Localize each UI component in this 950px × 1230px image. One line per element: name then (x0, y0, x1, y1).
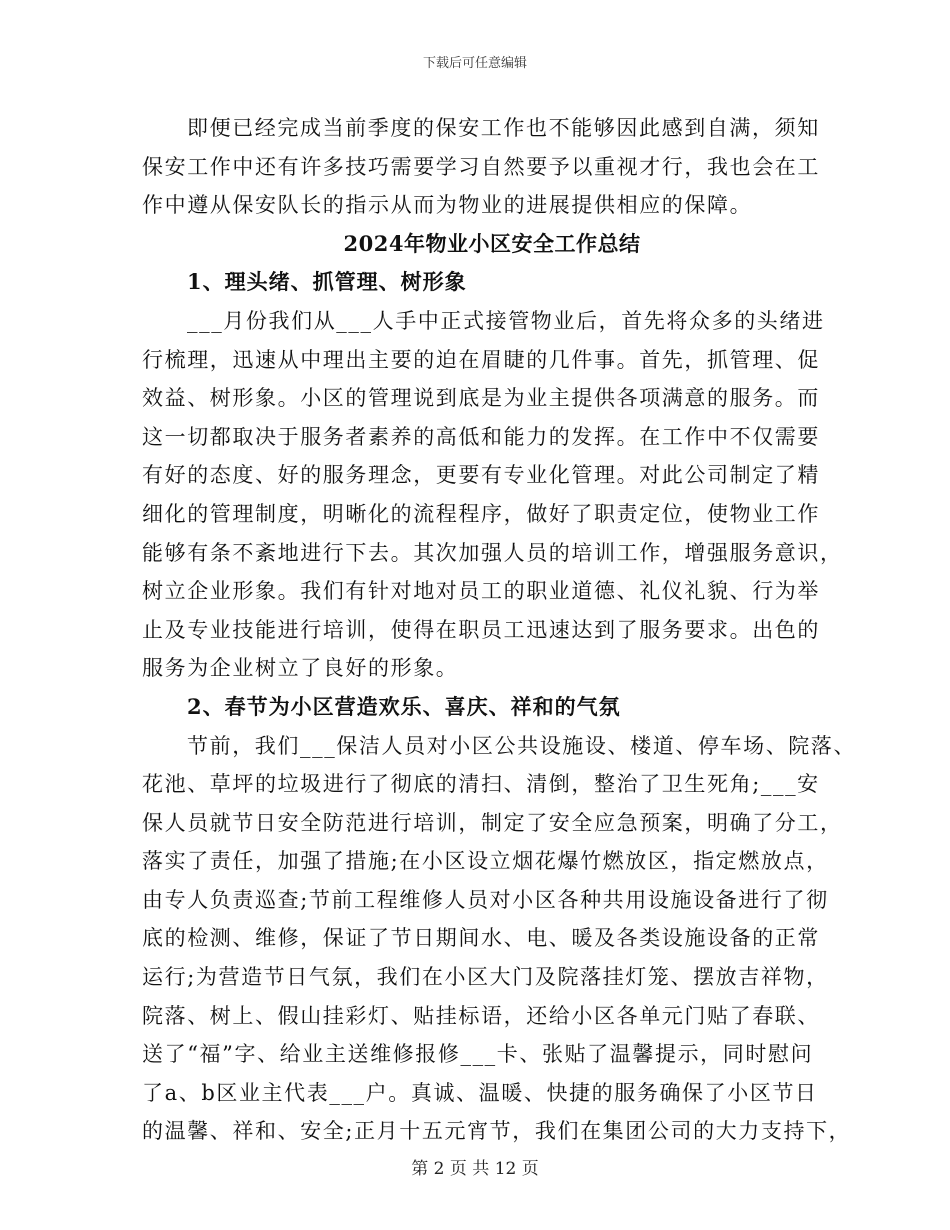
paragraph-line: 这一切都取决于服务者素养的高低和能力的发挥。在工作中不仅需要 (142, 424, 820, 449)
document-body (142, 109, 857, 1151)
page-number-footer: 第 2 页 共 12 页 (411, 1159, 539, 1179)
paragraph-line: 有好的态度、好的服务理念，更要有专业化管理。对此公司制定了精 (142, 463, 820, 488)
paragraph-line: 保安工作中还有许多技巧需要学习自然要予以重视才行，我也会在工 (142, 154, 820, 179)
paragraph-line: 落实了责任，加强了措施;在小区设立烟花爆竹燃放区，指定燃放点， (142, 849, 829, 874)
paragraph-line: 节前，我们___保洁人员对小区公共设施设、楼道、停车场、院落、 (187, 733, 857, 758)
paragraph-line: 底的检测、维修，保证了节日期间水、电、暖及各类设施设备的正常 (142, 926, 820, 951)
paragraph-line: 运行;为营造节日气氛，我们在小区大门及院落挂灯笼、摆放吉祥物， (142, 965, 829, 990)
paragraph-line: ___月份我们从___人手中正式接管物业后，首先将众多的头绪进 (187, 308, 825, 333)
paragraph-line: 树立企业形象。我们有针对地对员工的职业道德、礼仪礼貌、行为举 (142, 579, 820, 604)
paragraph-line: 由专人负责巡查;节前工程维修人员对小区各种共用设施设备进行了彻 (142, 887, 829, 912)
paragraph-line: 院落、树上、假山挂彩灯、贴挂标语，还给小区各单元门贴了春联、 (142, 1003, 820, 1028)
paragraph-line: 细化的管理制度，明晰化的流程程序，做好了职责定位，使物业工作 (142, 501, 820, 526)
page-header-note: 下载后可任意编辑 (422, 56, 527, 71)
paragraph-line: 送了“福”字、给业主送维修报修___卡、张贴了温馨提示，同时慰问 (142, 1042, 814, 1067)
paragraph-line: 服务为企业树立了良好的形象。 (142, 656, 459, 681)
section-heading-1: 1、理头绪、抓管理、树形象 (187, 269, 467, 295)
paragraph-line: 的温馨、祥和、安全;正月十五元宵节，我们在集团公司的大力支持下， (142, 1119, 852, 1144)
paragraph-line: 止及专业技能进行培训，使得在职员工迅速达到了服务要求。出色的 (142, 617, 820, 642)
paragraph-line: 效益、树形象。小区的管理说到底是为业主提供各项满意的服务。而 (142, 386, 820, 411)
paragraph-line: 能够有条不紊地进行下去。其次加强人员的培训工作，增强服务意识， (142, 540, 843, 565)
document-title: 2024年物业小区安全工作总结 (343, 230, 641, 256)
paragraph-line: 作中遵从保安队长的指示从而为物业的进展提供相应的保障。 (142, 193, 753, 218)
paragraph-line: 即便已经完成当前季度的保安工作也不能够因此感到自满，须知 (187, 116, 820, 140)
section-heading-2: 2、春节为小区营造欢乐、喜庆、祥和的气氛 (187, 693, 621, 719)
paragraph-line: 行梳理，迅速从中理出主要的迫在眉睫的几件事。首先，抓管理、促 (142, 347, 820, 372)
paragraph-line: 了a、b区业主代表___户。真诚、温暖、快捷的服务确保了小区节日 (142, 1080, 818, 1105)
paragraph-line: 花池、草坪的垃圾进行了彻底的清扫、清倒，整治了卫生死角;___安 (142, 772, 820, 797)
paragraph-line: 保人员就节日安全防范进行培训，制定了安全应急预案，明确了分工， (142, 810, 843, 835)
